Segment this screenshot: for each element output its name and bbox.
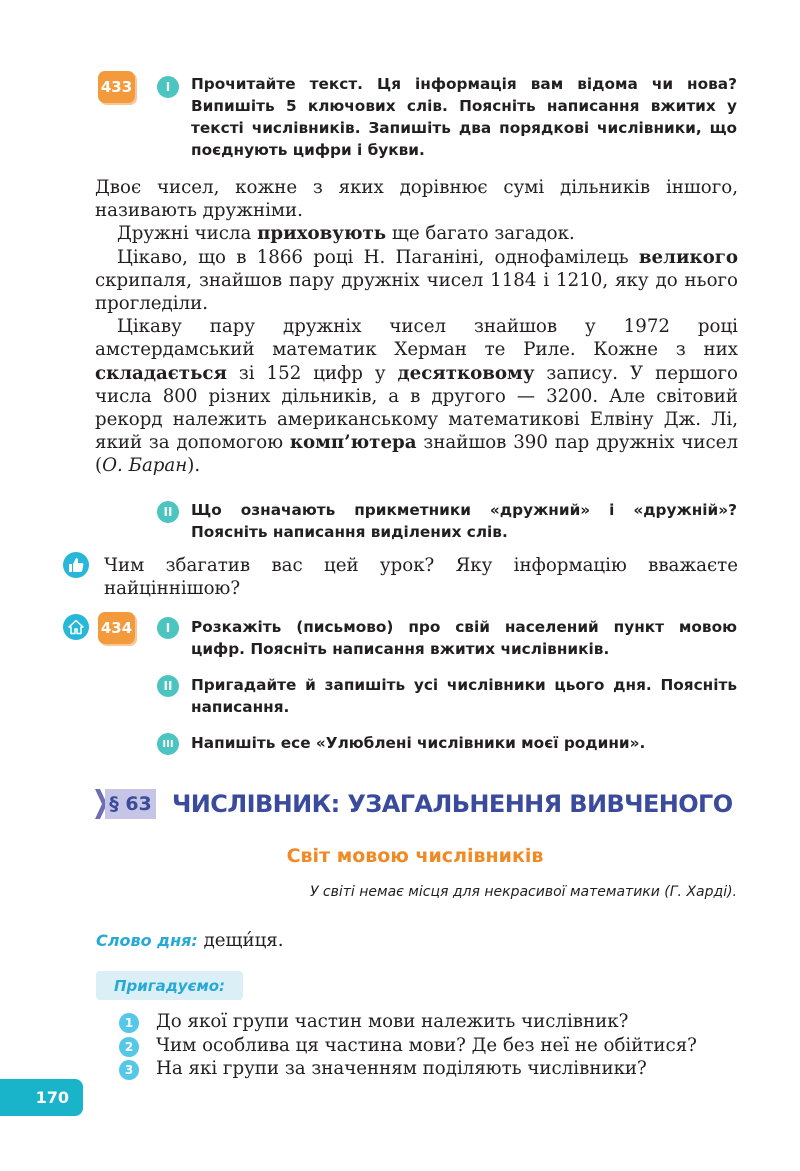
question-number-badge: 1 [119,1013,139,1033]
page-number: 170 [0,1079,83,1116]
reading-text [95,176,738,478]
roman-numeral-badge: III [157,733,179,755]
home-icon-glyph [68,619,84,635]
text-paragraph-3: Цікаво, що в 1866 році Н. Паганіні, однофамілець великого скрипаля, знайшов пару дружніх чисел 1184 і 1210, яку до нього прогледіли. [95,246,738,315]
highlighted-word: приховують [257,223,387,245]
thumbs-up-icon [63,552,89,578]
section-title: ЧИСЛІВНИК: УЗАГАЛЬНЕННЯ ВИВЧЕНОГО [172,790,733,818]
recall-label: Пригадуємо: [96,971,243,1000]
question-number-badge: 3 [119,1060,139,1080]
text-author: О. Баран [102,455,188,477]
highlighted-word: десятковому [397,362,535,384]
reflection-question: Чим збагатив вас цей урок? Яку інформацію вважаєте найціннішою? [104,555,738,600]
task-434-instruction-3: Напишіть есе «Улюблені числівники моєї родини». [191,734,646,752]
highlighted-word: великого [638,246,738,268]
word-of-the-day-label: Слово дня: [96,931,198,950]
word-of-the-day [96,930,284,951]
question-number-badge: 2 [119,1037,139,1057]
roman-numeral-badge: II [157,501,179,523]
text-paragraph-2: Дружні числа приховують ще багато загадок. [117,223,575,245]
epigraph: У світі немає місця для некрасивої математики (Г. Харді). [309,884,737,900]
roman-numeral-badge: I [157,76,179,98]
lesson-subtitle: Світ мовою числівників [286,845,544,867]
task-number-badge-433: 433 [98,71,135,103]
highlighted-word: складається [95,362,227,384]
section-number: § 63 [105,789,156,819]
highlighted-word: комп’ютера [289,432,417,454]
text-paragraph-4: Цікаву пару дружніх чисел знайшов у 1972 році амстердамський математик Херман те Риле. Кожне з них складається зі 152 цифр у десятковому запису. У першого числа 800 різних дільників, а в другого — 3200. Але світовий рекорд належить американському математикові Елвіну Дж. Лі, який за допомогою комп’ютера знайшов 390 пар дружніх чисел (О. Баран). [95,316,738,477]
task-number-badge-434: 434 [98,612,135,644]
task-434-instruction-1: Розкажіть (письмово) про свій населений пункт мовою цифр. Поясніть написання вжитих числівників. [191,618,737,658]
task-434-instruction-2: Пригадайте й запишіть усі числівники цього дня. Поясніть написання. [191,676,737,716]
task-433-instruction-1: Прочитайте текст. Ця інформація вам відома чи нова? Випишіть 5 ключових слів. Поясніть написання вжитих у тексті числівників. Запишіть два порядкові числівники, що поєднують цифри і букви. [191,75,737,159]
thumbs-up-icon-glyph [68,557,84,573]
task-433-instruction-2: Що означають прикметники «дружний» і «дружній»? Поясніть написання виділених слів. [191,501,737,541]
roman-numeral-badge: II [157,675,179,697]
home-icon [63,614,89,640]
word-of-the-day-value: дещи́ця. [197,930,284,951]
recall-question-3: На які групи за значенням поділяють числівники? [156,1058,647,1079]
recall-question-1: До якої групи частин мови належить числівник? [156,1011,629,1032]
recall-question-2: Чим особлива ця частина мови? Де без неї не обійтися? [156,1035,697,1056]
roman-numeral-badge: I [157,617,179,639]
text-paragraph-1: Двоє чисел, кожне з яких дорівнює сумі дільників іншого, називають дружніми. [95,177,738,222]
